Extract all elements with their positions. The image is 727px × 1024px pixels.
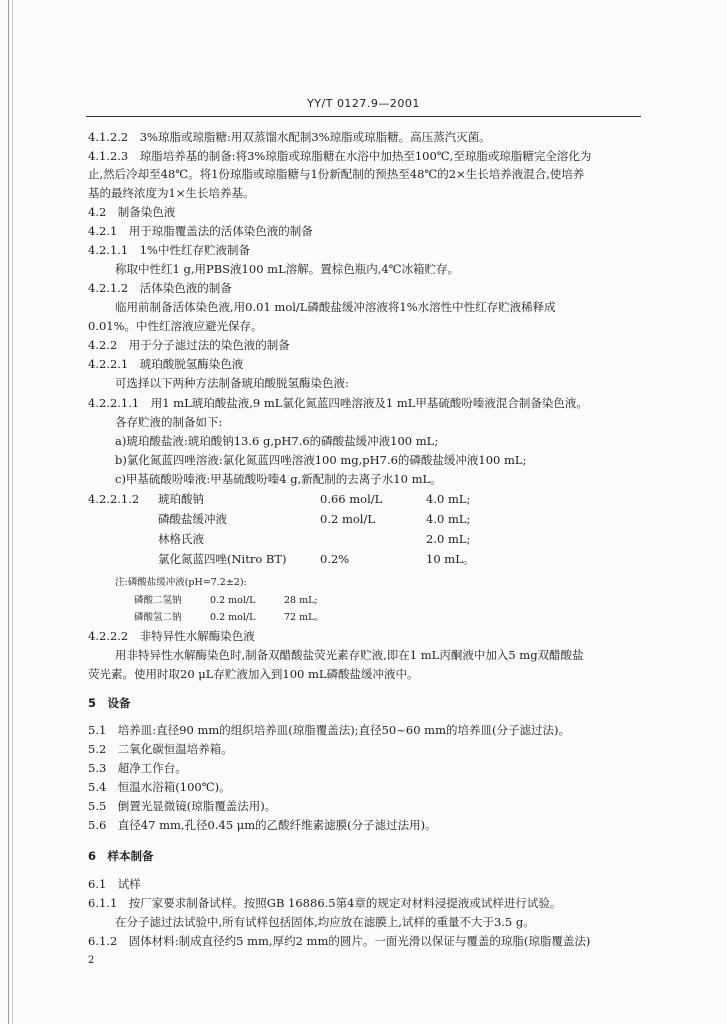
text-line: 荧光素。使用时取20 μL存贮液加入到100 mL磷酸盐缓冲液中。: [88, 667, 419, 681]
reagent-name: 氯化氮蓝四唑(Nitro BT): [158, 552, 287, 566]
text-line: 各存贮液的制备如下:: [115, 415, 223, 429]
clause-5-5: 5.5 倒置光显微镜(琼脂覆盖法用)。: [88, 799, 277, 813]
reagent-vol: 4.0 mL;: [426, 512, 471, 526]
text-line: 0.01%。中性红溶液应避光保存。: [88, 319, 263, 333]
clause-4-2-2-1: 4.2.2.1 琥珀酸脱氢酶染色液: [88, 357, 244, 371]
text-line: 临用前制备活体染色液,用0.01 mol/L磷酸盐缓冲溶液将1%水溶性中性红存贮液稀释成: [115, 300, 556, 314]
reagent-vol: 4.0 mL;: [426, 492, 471, 506]
clause-4-1-2-2: 4.1.2.2 3%琼脂或琼脂糖:用双蒸馏水配制3%琼脂或琼脂糖。高压蒸汽灭菌。: [88, 130, 491, 144]
clause-6-1-2: 6.1.2 固体材料:制成直径约5 mm,厚约2 mm的圆片。一面光滑以保证与覆盖的琼脂(琼脂覆盖法): [88, 934, 591, 948]
clause-5-3: 5.3 超净工作台。: [88, 761, 187, 775]
text-line: 可选择以下两种方法制备琥珀酸脱氢酶染色液:: [115, 376, 349, 390]
list-item-a: a)琥珀酸盐液:琥珀酸钠13.6 g,pH7.6的磷酸盐缓冲液100 mL;: [115, 434, 439, 448]
text-line: 称取中性红1 g,用PBS液100 mL溶解。置棕色瓶内,4℃冰箱贮存。: [115, 262, 460, 276]
clause-4-2: 4.2 制备染色液: [88, 205, 176, 219]
reagent-table-label: 4.2.2.1.2: [88, 492, 140, 506]
page-header: YY/T 0127.9—2001: [307, 97, 420, 110]
note-vol: 72 mL。: [284, 612, 324, 623]
note-conc: 0.2 mol/L: [210, 595, 256, 606]
clause-4-1-2-3: 4.1.2.3 琼脂培养基的制备:将3%琼脂或琼脂糖在水浴中加热至100℃,至琼脂或琼脂糖完全溶化为: [88, 149, 592, 163]
note-name: 磷酸氢二钠: [134, 612, 182, 623]
reagent-conc: 0.2 mol/L: [320, 512, 375, 526]
reagent-name: 琥珀酸钠: [158, 492, 204, 506]
clause-4-2-2-2: 4.2.2.2 非特异性水解酶染色液: [88, 629, 255, 643]
section-6-title: 6 样本制备: [88, 849, 154, 863]
clause-5-1: 5.1 培养皿:直径90 mm的组织培养皿(琼脂覆盖法);直径50~60 mm的培养皿(分子滤过法)。: [88, 723, 570, 737]
note-name: 磷酸二氢钠: [134, 595, 182, 606]
reagent-conc: 0.66 mol/L: [320, 492, 383, 506]
reagent-vol: 10 mL。: [426, 552, 475, 566]
text-line: 基的最终浓度为1×生长培养基。: [88, 186, 255, 200]
reagent-vol: 2.0 mL;: [426, 532, 471, 546]
clause-4-2-1: 4.2.1 用于琼脂覆盖法的活体染色液的制备: [88, 224, 313, 238]
binding-edge-line: [8, 0, 9, 1024]
clause-4-2-2-1-1: 4.2.2.1.1 用1 mL琥珀酸盐液,9 mL氯化氮蓝四唑溶液及1 mL甲基硫酸吩嗪液混合制备染色液。: [88, 396, 588, 410]
note-vol: 28 mL;: [284, 595, 318, 606]
clause-6-1: 6.1 试样: [88, 877, 141, 891]
header-rule: [86, 116, 641, 117]
clause-4-2-1-2: 4.2.1.2 活体染色液的制备: [88, 281, 232, 295]
reagent-name: 磷酸盐缓冲液: [158, 512, 227, 526]
reagent-name: 林格氏液: [158, 532, 204, 546]
list-item-c: c)甲基硫酸吩嗪液:甲基硫酸吩嗪4 g,新配制的去离子水10 mL。: [115, 472, 442, 486]
reagent-conc: 0.2%: [320, 552, 350, 566]
clause-4-2-1-1: 4.2.1.1 1%中性红存贮液制备: [88, 243, 250, 257]
text-line: 在分子滤过法试验中,所有试样包括固体,均应放在滤膜上,试样的重量不大于3.5 g。: [115, 915, 535, 929]
list-item-b: b)氯化氮蓝四唑溶液:氯化氮蓝四唑溶液100 mg,pH7.6的磷酸盐缓冲液100 mL;: [115, 453, 527, 467]
clause-5-2: 5.2 二氧化碳恒温培养箱。: [88, 742, 233, 756]
binding-edge-line: [12, 0, 13, 1024]
clause-5-4: 5.4 恒温水浴箱(100℃)。: [88, 780, 231, 794]
clause-5-6: 5.6 直径47 mm,孔径0.45 μm的乙酸纤维素滤膜(分子滤过法用)。: [88, 818, 437, 832]
clause-6-1-1: 6.1.1 按厂家要求制备试样。按照GB 16886.5第4章的规定对材料浸提液或试样进行试验。: [88, 896, 562, 910]
text-line: 止,然后冷却至48℃。将1份琼脂或琼脂糖与1份新配制的预热至48℃的2×生长培养液混合,使培养: [88, 167, 585, 181]
note-conc: 0.2 mol/L: [210, 612, 256, 623]
text-line: 用非特异性水解酶染色时,制备双醋酸盐荧光素存贮液,即在1 mL丙酮液中加入5 mg双醋酸盐: [115, 648, 584, 662]
page-number: 2: [88, 955, 95, 966]
note-title: 注:磷酸盐缓冲液(pH=7.2±2):: [115, 577, 247, 588]
clause-4-2-2: 4.2.2 用于分子滤过法的染色液的制备: [88, 338, 290, 352]
section-5-title: 5 设备: [88, 696, 131, 710]
